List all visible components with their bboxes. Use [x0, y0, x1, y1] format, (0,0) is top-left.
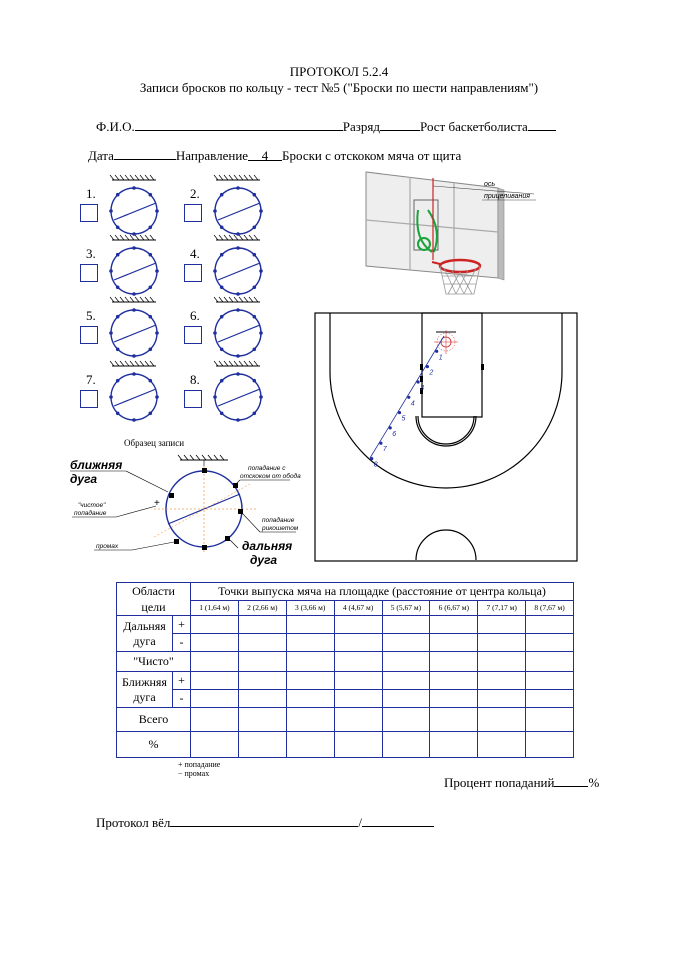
result-cell[interactable]	[334, 652, 382, 672]
result-cell[interactable]	[430, 690, 478, 708]
result-cell[interactable]	[334, 672, 382, 690]
result-cell[interactable]	[382, 690, 430, 708]
fio-field[interactable]	[135, 118, 343, 131]
circle-number: 1.	[86, 186, 96, 201]
circle-number: 2.	[190, 186, 200, 201]
result-cell[interactable]	[526, 732, 574, 758]
recorded-by-label: Протокол вёл	[96, 815, 171, 830]
shot-point	[370, 457, 373, 460]
result-cell[interactable]	[526, 634, 574, 652]
slash: /	[358, 815, 362, 830]
target-circle	[206, 234, 270, 298]
result-cell[interactable]	[382, 616, 430, 634]
circle-checkbox[interactable]	[80, 326, 98, 344]
target-circle	[102, 360, 166, 424]
svg-text:отскоком от обода: отскоком от обода	[240, 473, 301, 480]
recorder-name-field[interactable]	[170, 814, 358, 827]
result-cell[interactable]	[286, 652, 334, 672]
percent-line	[444, 774, 599, 791]
court-shot-points	[370, 350, 443, 469]
result-cell[interactable]	[478, 732, 526, 758]
result-cell[interactable]	[238, 652, 286, 672]
result-cell[interactable]	[478, 672, 526, 690]
rank-label: Разряд	[342, 119, 381, 134]
result-cell[interactable]	[382, 732, 430, 758]
circle-checkbox[interactable]	[80, 264, 98, 282]
column-header: 7 (7,17 м)	[478, 600, 526, 615]
result-cell[interactable]	[191, 690, 239, 708]
result-cell[interactable]	[526, 616, 574, 634]
svg-text:промах: промах	[96, 543, 119, 550]
shot-point-label: 4	[410, 400, 415, 408]
circle-number: 5.	[86, 308, 96, 323]
circle-number: 8.	[190, 372, 200, 387]
rank-field[interactable]	[380, 118, 420, 131]
result-cell[interactable]	[382, 652, 430, 672]
column-header: 5 (5,67 м)	[382, 600, 430, 615]
result-cell[interactable]	[478, 708, 526, 732]
areas-header: Области цели	[117, 583, 191, 616]
page-title: ПРОТОКОЛ 5.2.4	[289, 64, 389, 79]
target-circle	[102, 296, 166, 360]
target-circle	[206, 296, 270, 360]
circle-checkbox[interactable]	[80, 390, 98, 408]
shot-point	[417, 380, 420, 383]
recorded-by-line	[96, 814, 434, 831]
svg-text:рикошетом: рикошетом	[262, 525, 299, 532]
result-cell[interactable]	[334, 732, 382, 758]
result-cell[interactable]	[334, 708, 382, 732]
svg-text:"чистое": "чистое"	[78, 502, 106, 509]
result-cell[interactable]	[238, 732, 286, 758]
result-cell[interactable]	[238, 708, 286, 732]
shot-point-label: 5	[401, 415, 406, 423]
far-arc-cell: Дальняя дуга	[117, 616, 173, 652]
result-cell[interactable]	[478, 616, 526, 634]
recorder-signature-field[interactable]	[362, 814, 434, 827]
svg-text:+: +	[154, 498, 160, 509]
result-cell[interactable]	[382, 634, 430, 652]
page-subtitle: Записи бросков по кольцу - тест №5 ("Броски по шести направлениям")	[139, 80, 539, 95]
shot-point	[398, 411, 401, 414]
svg-text:попадание: попадание	[74, 510, 107, 517]
svg-text:попадание с: попадание с	[248, 465, 286, 472]
result-cell[interactable]	[334, 616, 382, 634]
circle-checkbox[interactable]	[80, 204, 98, 222]
circle-checkbox[interactable]	[184, 264, 202, 282]
shot-point-label: 7	[382, 446, 387, 454]
column-header: 6 (6,67 м)	[430, 600, 478, 615]
shot-point	[435, 350, 438, 353]
direction-label: Направление	[175, 148, 249, 163]
circle-number: 4.	[190, 246, 200, 261]
backboard-illustration	[344, 170, 554, 302]
shot-point-label: 6	[392, 430, 397, 438]
result-cell[interactable]	[430, 708, 478, 732]
result-cell[interactable]	[430, 616, 478, 634]
sample-diagram	[70, 452, 310, 572]
result-cell[interactable]	[286, 634, 334, 652]
form-line-1	[96, 118, 556, 135]
result-cell[interactable]	[191, 652, 239, 672]
near-arc-cell: Ближняя дуга	[117, 672, 173, 708]
result-cell[interactable]	[526, 672, 574, 690]
result-cell[interactable]	[238, 672, 286, 690]
shot-point	[426, 365, 429, 368]
result-cell[interactable]	[478, 690, 526, 708]
column-header: 2 (2,66 м)	[238, 600, 286, 615]
result-cell[interactable]	[191, 732, 239, 758]
shot-point-label: 2	[429, 369, 434, 377]
column-header: 4 (4,67 м)	[334, 600, 382, 615]
direction-field[interactable]: 4	[248, 148, 282, 161]
target-circle	[206, 174, 270, 238]
far-arc-label-1: дальняя	[242, 539, 293, 553]
result-cell[interactable]	[478, 652, 526, 672]
result-cell[interactable]	[191, 634, 239, 652]
circle-number: 6.	[190, 308, 200, 323]
court-diagram	[314, 312, 578, 562]
result-cell[interactable]	[238, 634, 286, 652]
result-cell[interactable]	[334, 634, 382, 652]
shot-point	[389, 426, 392, 429]
result-cell[interactable]	[286, 708, 334, 732]
target-circle	[102, 234, 166, 298]
height-label: Рост баскетболиста	[420, 119, 528, 134]
result-cell[interactable]	[238, 690, 286, 708]
circle-checkbox[interactable]	[184, 390, 202, 408]
result-cell[interactable]	[526, 708, 574, 732]
result-cell[interactable]	[286, 690, 334, 708]
fio-label: Ф.И.О.	[96, 119, 135, 134]
result-cell[interactable]	[286, 672, 334, 690]
far-minus-cell: -	[173, 634, 191, 652]
date-field[interactable]	[114, 147, 176, 160]
result-cell[interactable]	[191, 708, 239, 732]
shot-point-label: 1	[438, 354, 443, 362]
result-cell[interactable]	[191, 616, 239, 634]
result-cell[interactable]	[286, 732, 334, 758]
shot-point	[407, 396, 410, 399]
near-minus-cell: -	[173, 690, 191, 708]
clean-cell: "Чисто"	[117, 652, 191, 672]
far-arc-label-2: дуга	[250, 553, 278, 567]
percent-sign: %	[588, 775, 600, 790]
result-cell[interactable]	[286, 616, 334, 634]
total-cell: Всего	[117, 708, 191, 732]
result-cell[interactable]	[334, 690, 382, 708]
near-arc-label-1: ближняя	[70, 458, 123, 472]
result-cell[interactable]	[526, 690, 574, 708]
percent-field[interactable]	[554, 774, 588, 787]
result-cell[interactable]	[238, 616, 286, 634]
circle-checkbox[interactable]	[184, 204, 202, 222]
result-cell[interactable]	[478, 634, 526, 652]
shot-point-label: 3	[420, 385, 425, 392]
table-legend	[178, 760, 220, 778]
result-cell[interactable]	[430, 634, 478, 652]
percent-cell: %	[117, 732, 191, 758]
near-plus-cell: +	[173, 672, 191, 690]
far-plus-cell: +	[173, 616, 191, 634]
circle-number: 3.	[86, 246, 96, 261]
circle-number: 7.	[86, 372, 96, 387]
points-header: Точки выпуска мяча на площадке (расстояние от центра кольца)	[191, 583, 574, 601]
column-header: 3 (3,66 м)	[286, 600, 334, 615]
result-cell[interactable]	[430, 672, 478, 690]
column-header: 8 (7,67 м)	[526, 600, 574, 615]
results-table	[116, 582, 574, 758]
svg-text:прицеливания: прицеливания	[484, 193, 531, 200]
shot-point-label: 8	[373, 461, 378, 469]
result-cell[interactable]	[382, 672, 430, 690]
legend-plus: + попадание	[178, 760, 221, 769]
result-cell[interactable]	[191, 672, 239, 690]
circle-checkbox[interactable]	[184, 326, 202, 344]
date-label: Дата	[88, 148, 114, 163]
svg-text:попадание: попадание	[262, 517, 295, 524]
percent-label: Процент попаданий	[444, 775, 555, 790]
sample-title: Образец записи	[124, 438, 185, 448]
column-header: 1 (1,64 м)	[191, 600, 239, 615]
target-circle	[102, 174, 166, 238]
shot-point	[379, 442, 382, 445]
svg-text:ось: ось	[484, 181, 496, 188]
near-arc-label-2: дуга	[70, 472, 98, 486]
target-circle	[206, 360, 270, 424]
form-line-2	[88, 147, 461, 164]
result-cell[interactable]	[526, 652, 574, 672]
result-cell[interactable]	[382, 708, 430, 732]
height-field[interactable]	[528, 118, 556, 131]
result-cell[interactable]	[430, 652, 478, 672]
result-cell[interactable]	[430, 732, 478, 758]
legend-minus: − промах	[178, 769, 210, 778]
shot-type: Броски с отскоком мяча от щита	[282, 148, 462, 163]
